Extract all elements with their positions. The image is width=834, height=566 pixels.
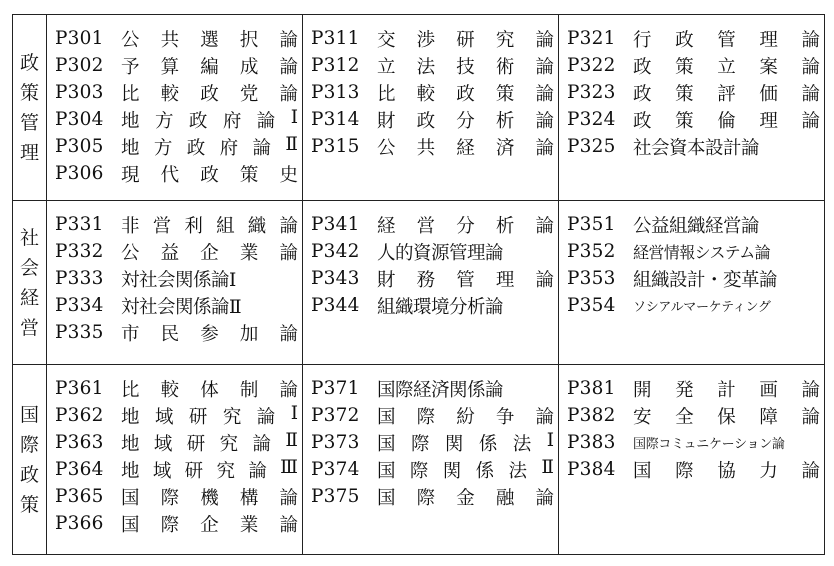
course-code: P335 (55, 322, 104, 343)
course-name: 国 際 機 構 論 (121, 487, 298, 509)
course-code: P374 (311, 459, 360, 480)
course-name: 地 域 研 究 論 Ⅱ (121, 429, 298, 455)
course-name: 政 策 立 案 論 (633, 56, 820, 78)
course-name: 国際コミュニケーション論 (633, 437, 785, 452)
course-name: 経 営 分 析 論 (377, 215, 554, 237)
course-name: 行 政 管 理 論 (633, 29, 820, 51)
course-code: P372 (311, 405, 360, 426)
course-item (55, 510, 298, 537)
course-list (303, 365, 558, 510)
course-name: 公益組織経営論 (633, 215, 760, 237)
course-column (303, 15, 559, 201)
course-name: 社会資本設計論 (633, 137, 760, 159)
category-label: 国 際 政 策 (19, 403, 39, 516)
course-name: 公 共 経 済 論 (377, 137, 554, 159)
course-item (311, 238, 554, 265)
course-code: P342 (311, 241, 360, 262)
course-code: P321 (567, 28, 616, 49)
course-item (567, 25, 820, 52)
course-list (47, 201, 302, 346)
category-label: 社 会 経 営 (19, 226, 39, 339)
course-name: 市 民 参 加 論 (121, 323, 298, 345)
course-name: 国 際 金 融 論 (377, 487, 554, 509)
course-name: 組織設計・変革論 (633, 269, 778, 291)
course-item (55, 133, 298, 160)
course-item (55, 375, 298, 402)
course-list (559, 201, 824, 319)
course-code: P343 (311, 268, 360, 289)
course-item (311, 211, 554, 238)
course-code: P302 (55, 55, 104, 76)
course-item (311, 375, 554, 402)
course-code: P381 (567, 378, 616, 399)
course-code: P365 (55, 486, 104, 507)
course-name: 比 較 体 制 論 (121, 379, 298, 401)
course-item (55, 106, 298, 133)
course-item (567, 133, 820, 160)
course-list (303, 15, 558, 160)
course-code: P341 (311, 214, 360, 235)
course-name: 政 策 評 価 論 (633, 83, 820, 105)
course-code: P315 (311, 136, 360, 157)
course-name: 開 発 計 画 論 (633, 379, 820, 401)
course-item (567, 79, 820, 106)
category-row (13, 201, 825, 365)
course-item (567, 265, 820, 292)
course-item (311, 292, 554, 319)
course-code: P352 (567, 241, 616, 262)
course-name: 対社会関係論Ⅱ (121, 296, 242, 318)
course-name: 政 策 倫 理 論 (633, 110, 820, 132)
course-column (559, 201, 825, 365)
course-list (303, 201, 558, 319)
course-name: 地 方 政 府 論 Ⅱ (121, 133, 298, 159)
course-name: 国 際 企 業 論 (121, 514, 298, 536)
course-code: P304 (55, 109, 104, 130)
course-item (55, 52, 298, 79)
course-item (55, 292, 298, 319)
course-column (303, 365, 559, 555)
course-name: 非 営 利 組 織 論 (121, 215, 298, 237)
course-name: 経営情報システム論 (633, 243, 771, 262)
course-code: P373 (311, 432, 360, 453)
course-name: 比 較 政 策 論 (377, 83, 554, 105)
course-name: 予 算 編 成 論 (121, 56, 298, 78)
course-column (303, 201, 559, 365)
course-list (559, 15, 824, 160)
course-code: P382 (567, 405, 616, 426)
course-name: 公 益 企 業 論 (121, 242, 298, 264)
course-item (55, 160, 298, 187)
course-item (55, 265, 298, 292)
course-name: 地 方 政 府 論 Ⅰ (121, 106, 298, 132)
course-item (311, 133, 554, 160)
course-code: P331 (55, 214, 104, 235)
course-name: 財 政 分 析 論 (377, 110, 554, 132)
course-code: P363 (55, 432, 104, 453)
course-column (47, 365, 303, 555)
course-item (311, 483, 554, 510)
course-item (567, 238, 820, 265)
course-item (55, 319, 298, 346)
course-item (567, 456, 820, 483)
course-item (311, 25, 554, 52)
course-name: 現 代 政 策 史 (121, 164, 298, 186)
course-name: 人的資源管理論 (377, 242, 504, 264)
course-name: 国際経済関係論 (377, 379, 504, 401)
category-row (13, 365, 825, 555)
category-row (13, 15, 825, 201)
course-code: P312 (311, 55, 360, 76)
course-code: P324 (567, 109, 616, 130)
course-list (47, 15, 302, 187)
category-cell (13, 201, 47, 365)
course-code: P322 (567, 55, 616, 76)
course-item (311, 265, 554, 292)
course-item (567, 106, 820, 133)
course-name: 組織環境分析論 (377, 296, 504, 318)
course-item (55, 483, 298, 510)
course-code: P364 (55, 459, 104, 480)
course-column (559, 365, 825, 555)
course-code: P353 (567, 268, 616, 289)
course-name: 国 際 紛 争 論 (377, 406, 554, 428)
course-code: P375 (311, 486, 360, 507)
course-item (567, 211, 820, 238)
course-code: P384 (567, 459, 616, 480)
category-cell (13, 365, 47, 555)
course-name: 地 域 研 究 論 Ⅰ (121, 402, 298, 428)
course-name: 交 渉 研 究 論 (377, 29, 554, 51)
course-name: 公 共 選 択 論 (121, 29, 298, 51)
course-item (55, 238, 298, 265)
course-code: P333 (55, 268, 104, 289)
course-code: P313 (311, 82, 360, 103)
course-name: 比 較 政 党 論 (121, 83, 298, 105)
course-item (311, 456, 554, 483)
course-item (567, 52, 820, 79)
course-item (311, 429, 554, 456)
course-code: P323 (567, 82, 616, 103)
course-item (55, 402, 298, 429)
course-item (567, 429, 820, 456)
course-name: 財 務 管 理 論 (377, 269, 554, 291)
course-code: P325 (567, 136, 616, 157)
course-column (559, 15, 825, 201)
course-code: P306 (55, 163, 104, 184)
course-code: P383 (567, 432, 616, 453)
course-column (47, 201, 303, 365)
course-name: 対社会関係論Ⅰ (121, 269, 236, 291)
course-code: P361 (55, 378, 104, 399)
course-item (55, 211, 298, 238)
course-item (55, 429, 298, 456)
course-code: P362 (55, 405, 104, 426)
course-table (12, 14, 825, 555)
course-item (311, 402, 554, 429)
course-name: 国 際 協 力 論 (633, 460, 820, 482)
course-name: 立 法 技 術 論 (377, 56, 554, 78)
course-column (47, 15, 303, 201)
course-code: P366 (55, 513, 104, 534)
course-item (55, 456, 298, 483)
course-code: P301 (55, 28, 104, 49)
course-item (567, 375, 820, 402)
course-code: P354 (567, 295, 616, 316)
course-code: P351 (567, 214, 616, 235)
course-name: 地 域 研 究 論 Ⅲ (121, 456, 298, 482)
course-code: P344 (311, 295, 360, 316)
course-code: P371 (311, 378, 360, 399)
course-item (311, 52, 554, 79)
course-name: 安 全 保 障 論 (633, 406, 820, 428)
course-name: 国 際 関 係 法 Ⅱ (377, 456, 554, 482)
course-item (55, 25, 298, 52)
course-code: P334 (55, 295, 104, 316)
course-item (567, 292, 820, 319)
course-name: 国 際 関 係 法 Ⅰ (377, 429, 554, 455)
course-item (567, 402, 820, 429)
course-code: P303 (55, 82, 104, 103)
course-code: P311 (311, 28, 360, 49)
course-item (55, 79, 298, 106)
course-code: P305 (55, 136, 104, 157)
course-code: P332 (55, 241, 104, 262)
course-list (47, 365, 302, 537)
course-name: ソシアルマーケティング (633, 300, 771, 315)
course-code: P314 (311, 109, 360, 130)
category-cell (13, 15, 47, 201)
course-item (311, 79, 554, 106)
category-label: 政 策 管 理 (19, 51, 39, 164)
course-item (311, 106, 554, 133)
course-list (559, 365, 824, 483)
